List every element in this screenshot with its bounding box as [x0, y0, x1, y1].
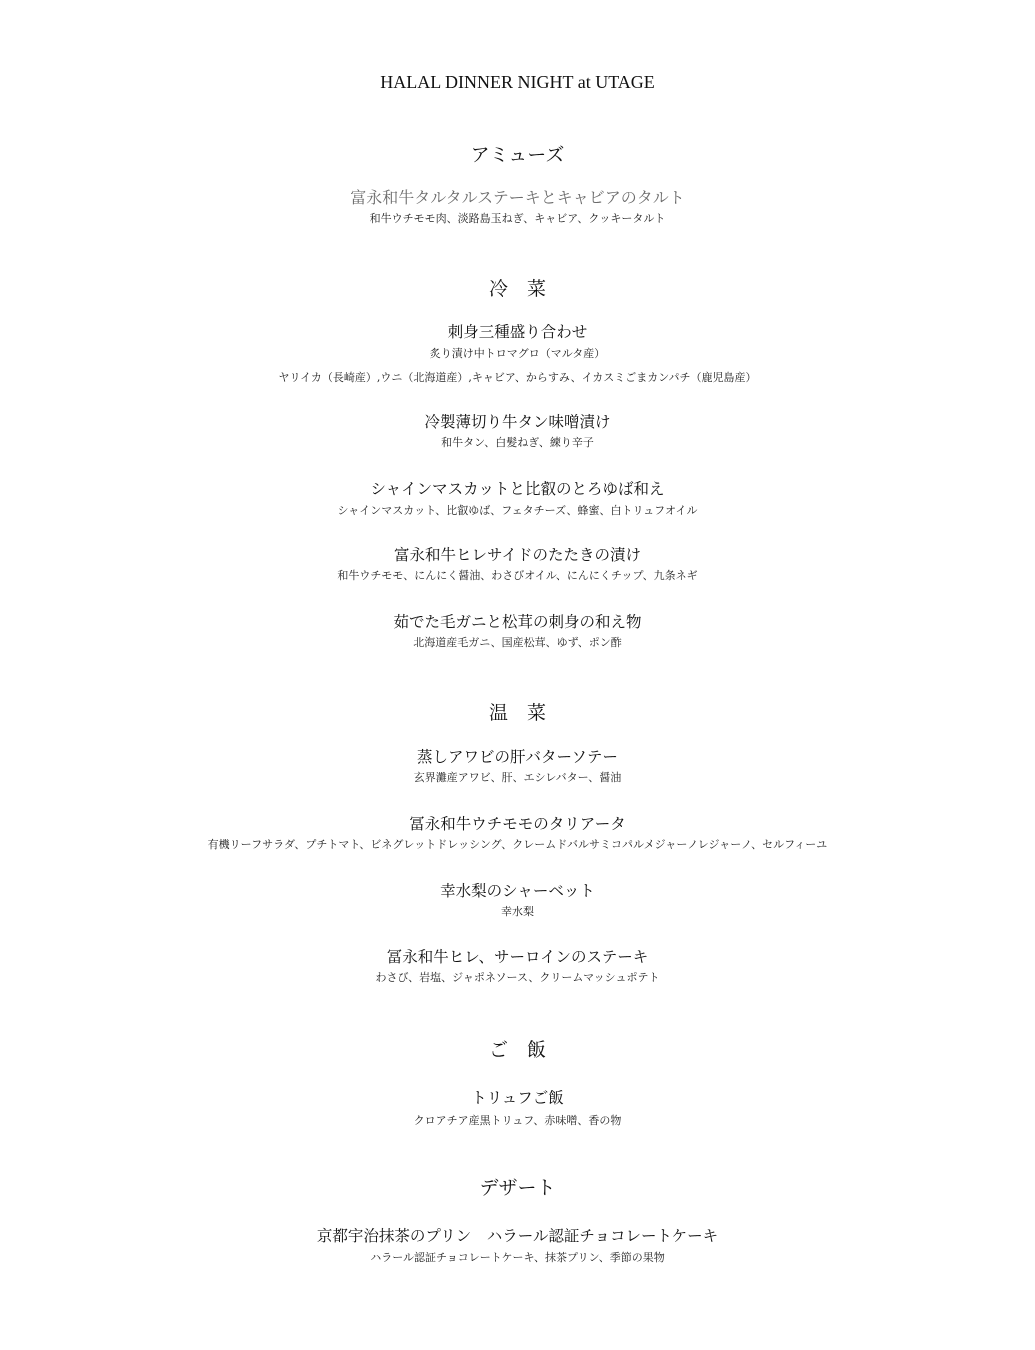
course-heading-warm: 温 菜: [488, 702, 546, 724]
dish-description: 幸水梨: [501, 905, 534, 918]
dish-description: 玄界灘産アワビ、肝、エシレバター、醤油: [413, 771, 622, 784]
dish-description: シャインマスカット、比叡ゆば、フェタチーズ、蜂蜜、白トリュフオイル: [337, 504, 698, 517]
dish-description: 和牛タン、白髪ねぎ、練り辛子: [441, 436, 594, 449]
course-heading-rice: ご 飯: [488, 1039, 546, 1061]
course-heading-cold: 冷 菜: [488, 278, 546, 300]
dish-name: 幸水梨のシャーベット: [440, 882, 595, 900]
dish-name: 冨永和牛ヒレ、サーロインのステーキ: [386, 948, 649, 966]
dish-description: 和牛ウチモモ肉、淡路島玉ねぎ、キャビア、クッキータルト: [369, 212, 666, 225]
dish-name: 冨永和牛ウチモモのタリアータ: [409, 815, 626, 833]
dish-description: 和牛ウチモモ、にんにく醤油、わさびオイル、にんにくチップ、九条ネギ: [337, 569, 698, 582]
dish-description: 炙り漬け中トロマグロ（マルタ産）: [429, 347, 606, 360]
dish-description: 北海道産毛ガニ、国産松茸、ゆず、ポン酢: [413, 636, 622, 649]
dish-description: クロアチア産黒トリュフ、赤味噌、香の物: [413, 1114, 622, 1127]
dish-name: 富永和牛タルタルステーキとキャビアのタルト: [350, 188, 685, 207]
dish-description: 有機リーフサラダ、プチトマト、ビネグレットドレッシング、クレームドバルサミコパルメジャーノレジャーノ、セルフィーユ: [207, 838, 828, 851]
dish-name: 京都宇治抹茶のプリン ハラール認証チョコレートケーキ: [316, 1227, 719, 1245]
dish-name: 冷製薄切り牛タン味噌漬け: [424, 413, 611, 431]
dish-description: わさび、岩塩、ジャポネソース、クリームマッシュポテト: [375, 971, 660, 984]
dish-name: 富永和牛ヒレサイドのたたきの漬け: [394, 546, 641, 564]
dish-description: ヤリイカ（長崎産）,ウニ（北海道産）,キャビア、からすみ、イカスミごまカンパチ（鹿児島産）: [278, 371, 757, 384]
course-heading-amuse: アミューズ: [470, 144, 565, 166]
dish-name: シャインマスカットと比叡のとろゆば和え: [370, 480, 665, 498]
course-heading-dessert: デザート: [479, 1177, 556, 1199]
dish-name: トリュフご飯: [471, 1089, 564, 1107]
dish-name: 刺身三種盛り合わせ: [447, 323, 588, 341]
dish-description: ハラール認証チョコレートケーキ、抹茶プリン、季節の果物: [370, 1251, 665, 1264]
menu-title: HALAL DINNER NIGHT at UTAGE: [380, 72, 655, 92]
dish-name: 蒸しアワビの肝バターソテー: [417, 748, 618, 766]
dish-name: 茹でた毛ガニと松茸の刺身の和え物: [393, 613, 642, 631]
